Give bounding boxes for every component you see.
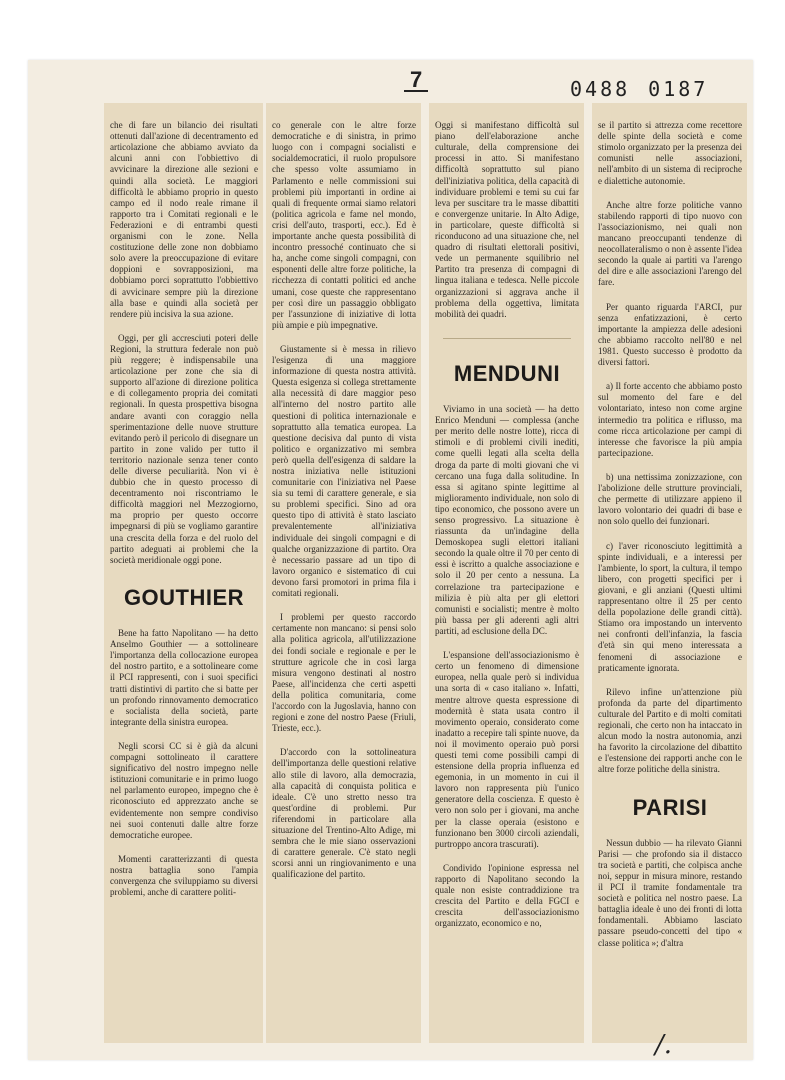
paragraph: Condivido l'opinione espressa nel rapporto di Napolitano secondo la quale non esiste contraddizione tra crescita del Partito e della FGCI e crescita dell'associazionismo organizzato, economico e no, <box>435 862 579 929</box>
paragraph: L'espansione dell'associazionismo è certo un fenomeno di dimensione europea, nella quale però si individua una sorta di « caso italiano ». Infatti, mentre altrove questa espressione di modernità è stata usata contro il movimento operaio, considerato come inadatto a recepire tali spinte nuove, da noi il movimento operaio può porsi questi temi come possibili campi di estensione della propria influenza ed egemonia, in un momento in cui il lavoro non rappresenta più l'unico generatore della coscienza. E questo è vero non solo per i giovani, ma anche per la classe operaia (esistono e funzionano ben 3000 circoli aziendali, purtroppo ancora trascurati). <box>435 650 579 849</box>
document-number-part: 0488 <box>570 77 631 101</box>
newspaper-column-3 <box>429 103 584 1043</box>
paragraph: b) una nettissima zonizzazione, con l'abolizione delle strutture provinciali, che permette di utilizzare appieno il lavoro volontario dei quadri di base e non solo quello dei funzionari. <box>598 472 742 527</box>
paragraph: Giustamente si è messa in rilievo l'esigenza di una maggiore informazione di questa nostra attività. Questa esigenza si collega strettamente alla necessità di dare maggior peso all'interno del nostro partito alle questioni di politica internazionale e soprattutto alla tematica europea. La questione decisiva dal punto di vista politico e organizzativo mi sembra però quella dell'esigenza di saldare la nostra iniziativa nelle istituzioni comunitarie con l'iniziativa nel Paese sia su temi di carattere generale, e sia su problemi specifici. Sino ad ora questo tipo di attività è stato lasciato prevalentemente all'iniziativa individuale dei singoli compagni e di qualche organizzazione di partito. Ora è necessario passare ad un tipo di lavoro organico e sistematico di cui devono farsi promotori in prima fila i comitati regionali. <box>272 343 416 599</box>
speaker-heading: PARISI <box>632 794 708 820</box>
paragraph: Oggi si manifestano difficoltà sul piano dell'elaborazione anche culturale, della comprensione dei processi in atto. Si manifestano difficoltà soprattutto sul piano dell'iniziativa politica, della capacità di individuare problemi e temi su cui far leva per suscitare tra le masse dibattiti e convergenze unitarie. In Alto Adige, in particolare, queste difficoltà si riconducono ad una situazione che, nel quadro di risultati elettorali positivi, vede un permanente squilibrio nel Partito tra presenza di compagni di lingua italiana e tedesca. Nelle piccole organizzazioni si aggrava anche il problema della oggettiva, limitata mobilità dei quadri. <box>435 120 579 319</box>
paragraph: che di fare un bilancio dei risultati ottenuti dall'azione di decentramento ed articolazione che abbiamo avviato da alcuni anni con l'obbiettivo di avvicinare la direzione alle sezioni e quindi alla società. Le maggiori difficoltà le abbiamo proprio in questo campo ed il nodo reale rimane il rapporto tra i Comitati regionali e le Federazioni e di entrambi questi organismi con le zone. Nella costituzione delle zone non dobbiamo solo avere la preoccupazione di evitare doppioni e sovrapposizioni, ma dobbiamo porci soprattutto l'obbiettivo di avvicinare sempre più la direzione alla base e quindi alla società per rendere più incisiva la sua azione. <box>110 120 258 319</box>
newspaper-column-2 <box>266 103 421 1043</box>
paragraph: Momenti caratterizzanti di questa nostra battaglia sono l'ampia convergenza che sviluppiamo su diversi problemi, anche di carattere politi- <box>110 853 258 898</box>
paragraph: c) l'aver riconosciuto legittimità a spinte individuali, e a interessi per l'ambiente, lo sport, la cultura, il tempo libero, con progetti specifici per i giovani, e gli anziani (Questi ultimi rappresentano oltre il 25 per cento della popolazione delle grandi città). Stiamo ora impostando un intervento nei confronti dell'infanzia, la fascia d'età sin qui meno interessata a fenomeni di associazione e praticamente ignorata. <box>598 540 742 673</box>
paragraph: co generale con le altre forze democratiche e di sinistra, in primo luogo con i compagni socialisti e socialdemocratici, il ruolo propulsore che spesso volte assumiamo in Parlamento e nelle commissioni sui problemi più importanti in ordine ai quali di frequente ormai siamo relatori (politica agricola e fame nel mondo, crisi dell'auto, trasporti, ecc.). Ed è importante anche questa possibilità di incontro pressoché continuato che si ha, anche come singoli compagni, con esponenti delle altre forze politiche, la ricchezza di contatti politici ed anche umani, cose queste che rappresentano per così dire un passaggio obbligato per l'assunzione di iniziative di lotta più ampie e più impegnative. <box>272 120 416 330</box>
column-divider <box>443 338 571 339</box>
paragraph: Per quanto riguarda l'ARCI, pur senza enfatizzazioni, è certo importante la ampiezza delle adesioni che abbiamo raccolto nell'80 e nel 1981. Questo successo è prodotto da diversi fattori. <box>598 301 742 368</box>
paragraph: Nessun dubbio — ha rilevato Gianni Parisi — che profondo sia il distacco tra società e partiti, che colpisca anche noi, seppur in misura minore, restando il PCI il tramite fondamentale tra società e politica nel nostro paese. La battaglia ideale è uno dei fronti di lotta fondamentali. Abbiamo lasciato passare pseudo-concetti del tipo « classe politica »; d'altra <box>598 837 742 948</box>
document-number <box>570 77 726 101</box>
paragraph: a) Il forte accento che abbiamo posto sul momento del fare e del volontariato, inteso non come argine intermedio tra politica e riflusso, ma come ricca articolazione per campi di interesse che favorisce la più ampia partecipazione. <box>598 381 742 458</box>
paragraph: Oggi, per gli accresciuti poteri delle Regioni, la struttura federale non può più reggere; è indispensabile una articolazione per zone che sia di supporto all'azione di direzione politica e di collegamento propria dei comitati regionali. In questa prospettiva bisogna andare avanti con coraggio nella sperimentazione delle nuove strutture evitando però il pericolo di disegnare un partito in zone valido per tutto il territorio nazionale senza tener conto delle diverse peculiarità. Non vi è dubbio che in questo processo di decentramento noi riscontriamo le difficoltà maggiori nel Mezzogiorno, ma proprio per questo occorre impegnarsi di più se vogliamo garantire una crescita della forza e del ruolo del partito adeguati ai problemi che la società meridionale oggi pone. <box>110 332 258 565</box>
newspaper-column-4 <box>592 103 747 1043</box>
paragraph: Negli scorsi CC si è già da alcuni compagni sottolineato il carattere significativo del nostro impegno nelle istituzioni comunitarie e in primo luogo nel parlamento europeo, impegno che è riconosciuto ed apprezzato anche se evidentemente non sempre condiviso nei suoi contenuti dalle altre forze democratiche europee. <box>110 740 258 840</box>
paragraph: Bene ha fatto Napolitano — ha detto Anselmo Gouthier — a sottolineare l'importanza della collocazione europea del nostro partito, e a sottolineare come il PCI rappresenti, con i suoi specifici tratti distintivi di partito che si batte per un profondo rinnovamento democratico e socialista della società, parte integrante della sinistra europea. <box>110 628 258 727</box>
speaker-heading: MENDUNI <box>453 360 561 386</box>
page-mark: 7 <box>404 70 428 92</box>
handwritten-signature: /. <box>655 1030 673 1060</box>
paragraph: Viviamo in una società — ha detto Enrico Menduni — complessa (anche per merito delle nostre lotte), ricca di stimoli e di problemi civili inediti, come quelli legati alla scelta della droga da parte di molti giovani che vi cercano una fuga dalla solitudine. In essa si agitano spinte legittime al miglioramento individuale, non solo di tipo economico, che possono avere un senso progressivo. La situazione è riassunta da un'indagine della Demoskopea sugli elettori italiani secondo la quale oltre il 70 per cento di essi è iscritto a qualche associazione e solo il 20 per cento a nessuna. La correlazione tra partecipazione e milizia è più alta per gli elettori comunisti e socialisti; mentre è molto più bassa per gli aderenti agli altri partiti, ad esclusione della DC. <box>435 404 579 636</box>
paragraph: I problemi per questo raccordo certamente non mancano: si pensi solo alla politica agricola, all'utilizzazione dei fondi sociale e regionale e per le strutture agricole che in così larga misura vengono destinati al nostro Paese, all'incidenza che certi aspetti della politica comunitaria, come l'accordo con la Jugoslavia, hanno con regioni e zone del nostro Paese (Friuli, Trieste, ecc.). <box>272 612 416 734</box>
paragraph: se il partito si attrezza come recettore delle spinte della società e come stimolo organizzato per la presenza dei comunisti nelle associazioni, nell'ambito di un sistema di reciproche e dialettiche autonomie. <box>598 120 742 186</box>
paragraph: Rilevo infine un'attenzione più profonda da parte del dipartimento culturale del Partito e di molti comitati regionali, che certo non ha intaccato in alcun modo la nostra autonomia, anzi ha favorito la circolazione del dibattito e l'estensione dei rapporti anche con le altre forze politiche della sinistra. <box>598 686 742 775</box>
document-number-part: 0187 <box>648 77 709 101</box>
speaker-heading: GOUTHIER <box>123 584 245 610</box>
paragraph: Anche altre forze politiche vanno stabilendo rapporti di tipo nuovo con l'associazionismo, nei quali non mancano preoccupanti tendenze di neocollateralismo o non è assente l'idea secondo la quale ai partiti va l'arengo del dire e alle associazioni l'arengo del fare. <box>598 199 742 288</box>
column-text <box>592 103 747 962</box>
newspaper-column-1 <box>104 103 263 1043</box>
column-text <box>104 103 263 911</box>
column-text <box>266 103 421 894</box>
paragraph: D'accordo con la sottolineatura dell'importanza delle questioni relative allo stile di lavoro, alla democrazia, alla capacità di conquista politica e ideale. C'è uno stretto nesso tra quest'ordine di problemi. Pur riferendomi in particolare alla situazione del Trentino-Alto Adige, mi sembra che le mie siano osservazioni di carattere generale. C'è stato negli scorsi anni un ringiovanimento e una qualificazione del partito. <box>272 747 416 880</box>
column-text <box>429 103 584 943</box>
